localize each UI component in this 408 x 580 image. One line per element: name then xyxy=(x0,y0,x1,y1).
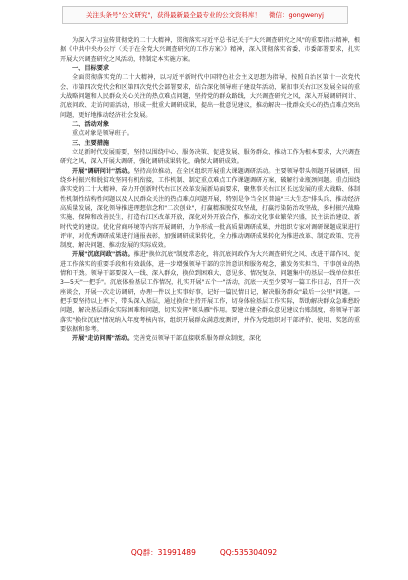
measure-research-text: 坚持高位推动，在全区组织开展重大课题调研活动。主要领导带头领题开展调研，围绕乡村振兴和脱贫攻坚同有机衔接，工作机制、制定重点难点工作课题调研方案，破解行业瓶颈问题。重点围绕落实党的二十大精神、奋力开创新时代右江区改革发展新局面要求，聚焦事关右江区长远发展的重大战略、体制性机制性结构性问题以及人民群众关注的热点难点问题开展，特别是争当全区普遍"三大生态"排头兵、推动经济高质量发展，深化领导推进理想信念和"二次创业"，打赢精准脱贫攻坚战，打赢污染防治攻坚战，多村振兴战略实施、保障和改善民生，打造右江区改革开放，深化对外开放合作，推动文化事业繁荣兴盛，民主法治建设、新时代党的建设。优化营商环境等内容开展调研，力争形成一批高质量调研成果，并组织专家对调研课题成果进行评审，对优秀调研成果进行通报表彰，加强调研成果转化，全力推动调研成果转化为推进改革、制定政策、完善制度、解决问题、推动发展的实际成效。 xyxy=(60,167,361,250)
banner-wechat: 微信：gongwenyj xyxy=(269,11,324,19)
section-heading-measures: 三、主要措施 xyxy=(72,139,110,147)
measure-research-paragraph xyxy=(60,167,360,251)
targets-paragraph: 重点对象是领导班子。 xyxy=(72,130,133,138)
measure-grassroots-lead: 开展"沉底问政"活动。 xyxy=(72,251,134,259)
measure-research-lead: 开展"调研问计"活动。 xyxy=(72,167,134,175)
contact-footer xyxy=(0,547,408,558)
measure-visit-text: 完善党员领导干部直接联系服务群众制度，深化 xyxy=(133,335,262,343)
banner-text: 关注头条号"公文研究"，获得最新最全最专业的公文资料库！ xyxy=(86,11,262,19)
document-body xyxy=(60,36,360,343)
section-heading-goals: 一、目标要求 xyxy=(72,64,110,72)
intro-paragraph: 为深入学习宣传贯彻党的二十大精神，贯彻落实习近平总书记关于"大兴调查研究之风"的重要指示精神，根据《中共中央办公厅〈关于在全党大兴调查研究的工作方案〉》精神，深入贯彻落实省委、市委部署要求，扎实开展大兴调查研究之风活动，特制定本实施方案。 xyxy=(60,37,360,63)
footer-qq-group: QQ群：31991489 xyxy=(130,548,196,557)
footer-qq: QQ:535304092 xyxy=(219,548,278,557)
section-heading-targets: 二、活动对象 xyxy=(72,120,110,128)
measure-grassroots-text: 推进"换位沉底"制度常态化，将沉底问政作为大兴调查研究之风、改进干部作风、促进工作落实的重要手段和有效载体，进一步增强领导干部的宗旨意识和服务观念，激发务实担当、干事创业的热情和干劲。领导干部要深入一线、深入群众，换位到困难大、意见多、情况复杂、问题集中的基层一线单位担任3—5天"一把手"。沉底体验基层工作情况，扎实开展"五个一"活动，沉底一天至少要写一篇工作日志，召开一次座谈会，开展一次走访调研，办理一件以上实事好事，记好一篇民情日记，解决服务群众"最后一公里"问题。一把手要坚持以上率下，带头深入基层，通过换位主持开展工作，切身体验基层工作实际，帮助解决群众急难愁盼问题，解决基层群众实际困难和问题，切实发挥"领头雁"作用。要建立健全群众意见建议台账制度，将领导干部落实"换位沉底"情况纳入年度考核内容，组织开展群众满意度测评，并作为党组织对干部评价、使用、奖惩的重要依据和参考。 xyxy=(60,251,360,333)
measure-grassroots-paragraph xyxy=(60,250,360,334)
measures-paragraph: 立足新时代发展需要，坚持以围绕中心、服务决策、促进发展、服务群众、推动工作为根本要求，大兴调查研究之风，深入开展大调研，强化调研成果转化，确保大调研成效。 xyxy=(60,149,360,166)
goals-paragraph: 全面贯彻落实党的二十大精神，以习近平新时代中国特色社会主义思想为指导，按照自治区第十一次党代会、市第四次党代会和区第四次党代会部署要求，结合深化领导班子建设年活动，紧扣事关右江区发展全局的重大战略问题和人民群众关心关注的热点难点问题，坚持党的群众路线，大兴调查研究之风，深入开展调研问计、沉底问政、走访问需活动，形成一批重大调研成果，提出一批意见建议，推动解决一批群众关心的热点难点突出问题，更好地推动经济社会发展。 xyxy=(60,74,360,119)
measure-visit-paragraph xyxy=(60,334,360,343)
measure-visit-lead: 开展"走访问需"活动。 xyxy=(72,335,134,343)
promo-banner[interactable] xyxy=(62,6,348,24)
